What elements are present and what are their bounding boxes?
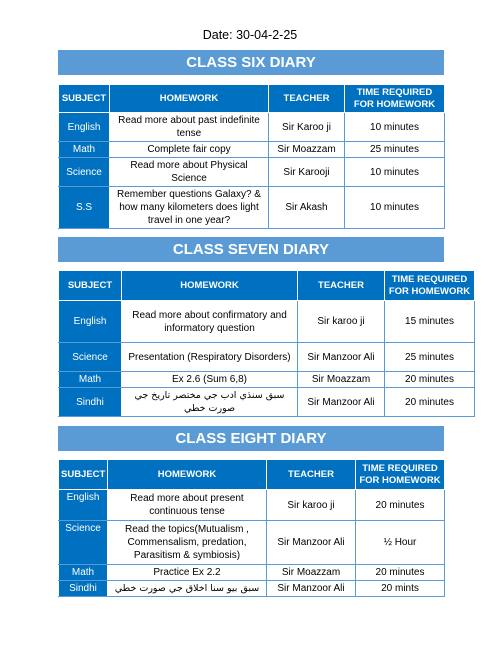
- subject-cell: S.S: [59, 187, 110, 229]
- time-cell: 20 mints: [356, 581, 445, 597]
- table-row: [59, 388, 475, 417]
- table-row: [59, 490, 445, 521]
- teacher-cell: Sir karoo ji: [298, 301, 385, 343]
- subject-cell: English: [59, 301, 122, 343]
- teacher-cell: Sir Moazzam: [269, 142, 345, 158]
- teacher-cell: Sir Moazzam: [267, 565, 356, 581]
- subject-cell: Math: [59, 142, 110, 158]
- header-time: TIME REQUIRED FOR HOMEWORK: [356, 460, 445, 490]
- homework-cell: Presentation (Respiratory Disorders): [122, 343, 298, 372]
- header-homework: HOMEWORK: [108, 460, 267, 490]
- homework-cell: Read more about Physical Science: [110, 158, 269, 187]
- table-header-row: [59, 460, 445, 490]
- time-cell: 20 minutes: [385, 388, 475, 417]
- header-subject: SUBJECT: [59, 85, 110, 113]
- homework-cell: سبق بيو سنا اخلاق جي صورت خطي: [108, 581, 267, 597]
- time-cell: 25 minutes: [345, 142, 445, 158]
- teacher-cell: Sir Manzoor Ali: [267, 521, 356, 565]
- teacher-cell: Sir karoo ji: [267, 490, 356, 521]
- table-header-row: [59, 271, 475, 301]
- time-cell: 10 minutes: [345, 113, 445, 142]
- homework-cell: سبق سنڌي ادب جي مختصر تاريخ جي صورت خطي: [122, 388, 298, 417]
- header-homework: HOMEWORK: [110, 85, 269, 113]
- homework-cell: Read more about present continuous tense: [108, 490, 267, 521]
- class-eight-table: [58, 459, 445, 597]
- teacher-cell: Sir Moazzam: [298, 372, 385, 388]
- subject-cell: Science: [59, 158, 110, 187]
- homework-cell: Practice Ex 2.2: [108, 565, 267, 581]
- class-six-table: [58, 84, 445, 229]
- homework-cell: Remember questions Galaxy? & how many kilometers does light travel in one year?: [110, 187, 269, 229]
- table-row: [59, 581, 445, 597]
- class-eight-title: CLASS EIGHT DIARY: [58, 426, 444, 451]
- teacher-cell: Sir Karoo ji: [269, 113, 345, 142]
- homework-cell: Read the topics(Mutualism , Commensalism, predation, Parasitism & symbiosis): [108, 521, 267, 565]
- time-cell: 20 minutes: [385, 372, 475, 388]
- subject-cell: English: [59, 113, 110, 142]
- table-row: [59, 113, 445, 142]
- subject-cell: Sindhi: [59, 581, 108, 597]
- teacher-cell: Sir Manzoor Ali: [298, 343, 385, 372]
- time-cell: 15 minutes: [385, 301, 475, 343]
- header-subject: SUBJECT: [59, 271, 122, 301]
- table-row: [59, 187, 445, 229]
- class-seven-table: [58, 270, 475, 417]
- header-homework: HOMEWORK: [122, 271, 298, 301]
- table-header-row: [59, 85, 445, 113]
- table-row: [59, 142, 445, 158]
- homework-cell: Read more about past indefinite tense: [110, 113, 269, 142]
- class-seven-title: CLASS SEVEN DIARY: [58, 237, 444, 262]
- date-label: Date: 30-04-2-25: [202, 28, 298, 42]
- subject-cell: Science: [59, 343, 122, 372]
- teacher-cell: Sir Karooji: [269, 158, 345, 187]
- table-row: [59, 521, 445, 565]
- teacher-cell: Sir Akash: [269, 187, 345, 229]
- header-time: TIME REQUIRED FOR HOMEWORK: [345, 85, 445, 113]
- time-cell: 20 minutes: [356, 565, 445, 581]
- table-row: [59, 158, 445, 187]
- homework-cell: Ex 2.6 (Sum 6,8): [122, 372, 298, 388]
- time-cell: 10 minutes: [345, 158, 445, 187]
- class-six-title: CLASS SIX DIARY: [58, 50, 444, 75]
- header-time: TIME REQUIRED FOR HOMEWORK: [385, 271, 475, 301]
- subject-cell: Math: [59, 372, 122, 388]
- table-row: [59, 343, 475, 372]
- time-cell: 20 minutes: [356, 490, 445, 521]
- homework-cell: Read more about confirmatory and informatory question: [122, 301, 298, 343]
- header-teacher: TEACHER: [269, 85, 345, 113]
- table-row: [59, 372, 475, 388]
- teacher-cell: Sir Manzoor Ali: [298, 388, 385, 417]
- subject-cell: Sindhi: [59, 388, 122, 417]
- homework-cell: Complete fair copy: [110, 142, 269, 158]
- time-cell: 25 minutes: [385, 343, 475, 372]
- subject-cell: Science: [59, 521, 108, 565]
- time-cell: ½ Hour: [356, 521, 445, 565]
- subject-cell: English: [59, 490, 108, 521]
- header-teacher: TEACHER: [298, 271, 385, 301]
- header-teacher: TEACHER: [267, 460, 356, 490]
- time-cell: 10 minutes: [345, 187, 445, 229]
- teacher-cell: Sir Manzoor Ali: [267, 581, 356, 597]
- subject-cell: Math: [59, 565, 108, 581]
- header-subject: SUBJECT: [59, 460, 108, 490]
- table-row: [59, 565, 445, 581]
- table-row: [59, 301, 475, 343]
